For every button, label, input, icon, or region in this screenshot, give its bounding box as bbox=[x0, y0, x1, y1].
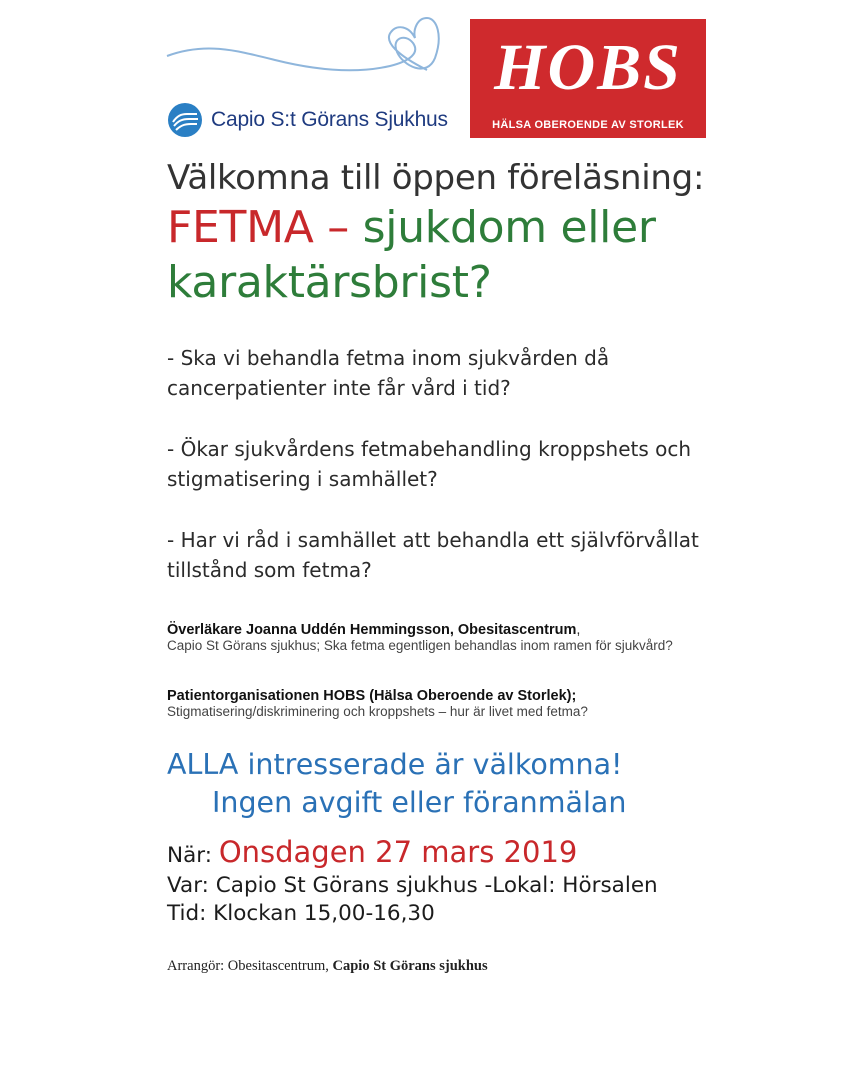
heart-line-decoration bbox=[165, 8, 450, 88]
question-3: - Har vi råd i samhället att behandla ett självförvållat tillstånd som fetma? bbox=[167, 528, 699, 582]
hobs-tagline: HÄLSA OBEROENDE AV STORLEK bbox=[492, 119, 684, 131]
headline-red: FETMA bbox=[167, 202, 314, 253]
speaker-2-name: Patientorganisationen HOBS (Hälsa Oberoende av Storlek); bbox=[167, 688, 577, 704]
capio-name: Capio S:t Görans Sjukhus bbox=[211, 108, 448, 131]
hobs-logo bbox=[470, 19, 706, 138]
intro-heading: Välkomna till öppen föreläsning: bbox=[167, 158, 705, 198]
speaker-1 bbox=[167, 622, 737, 654]
headline-green: sjukdom eller karaktärsbrist? bbox=[167, 202, 656, 308]
speaker-1-sep: , bbox=[576, 622, 581, 638]
event-date: Onsdagen 27 mars 2019 bbox=[218, 835, 578, 869]
question-2: - Ökar sjukvårdens fetmabehandling kroppshets och stigmatisering i samhället? bbox=[167, 437, 692, 491]
question-1: - Ska vi behandla fetma inom sjukvården då cancerpatienter inte får vård i tid? bbox=[167, 346, 610, 400]
organizer-name: Capio St Görans sjukhus bbox=[332, 958, 488, 974]
headline-dash: – bbox=[313, 202, 363, 253]
where-line: Var: Capio St Görans sjukhus -Lokal: Hörsalen bbox=[167, 873, 658, 898]
welcome-all: ALLA intresserade är välkomna! bbox=[167, 748, 623, 781]
hobs-wordmark: HOBS bbox=[494, 31, 682, 104]
when-label: När: bbox=[167, 843, 219, 868]
time-line: Tid: Klockan 15,00-16,30 bbox=[167, 901, 435, 926]
speaker-2-detail: Stigmatisering/diskriminering och kroppshets – hur är livet med fetma? bbox=[167, 704, 588, 719]
speaker-1-name: Överläkare Joanna Uddén Hemmingsson, Obesitascentrum bbox=[167, 622, 577, 638]
speaker-1-detail: Capio St Görans sjukhus; Ska fetma egentligen behandlas inom ramen för sjukvård? bbox=[167, 638, 673, 653]
no-fee: Ingen avgift eller föranmälan bbox=[212, 786, 627, 819]
organizer-label: Arrangör: Obesitascentrum, bbox=[167, 958, 333, 974]
speaker-2 bbox=[167, 688, 737, 720]
capio-logo bbox=[167, 100, 448, 140]
when-line bbox=[167, 835, 578, 870]
organizer-line bbox=[167, 958, 488, 975]
hand-icon bbox=[167, 102, 203, 138]
headline bbox=[167, 200, 767, 310]
